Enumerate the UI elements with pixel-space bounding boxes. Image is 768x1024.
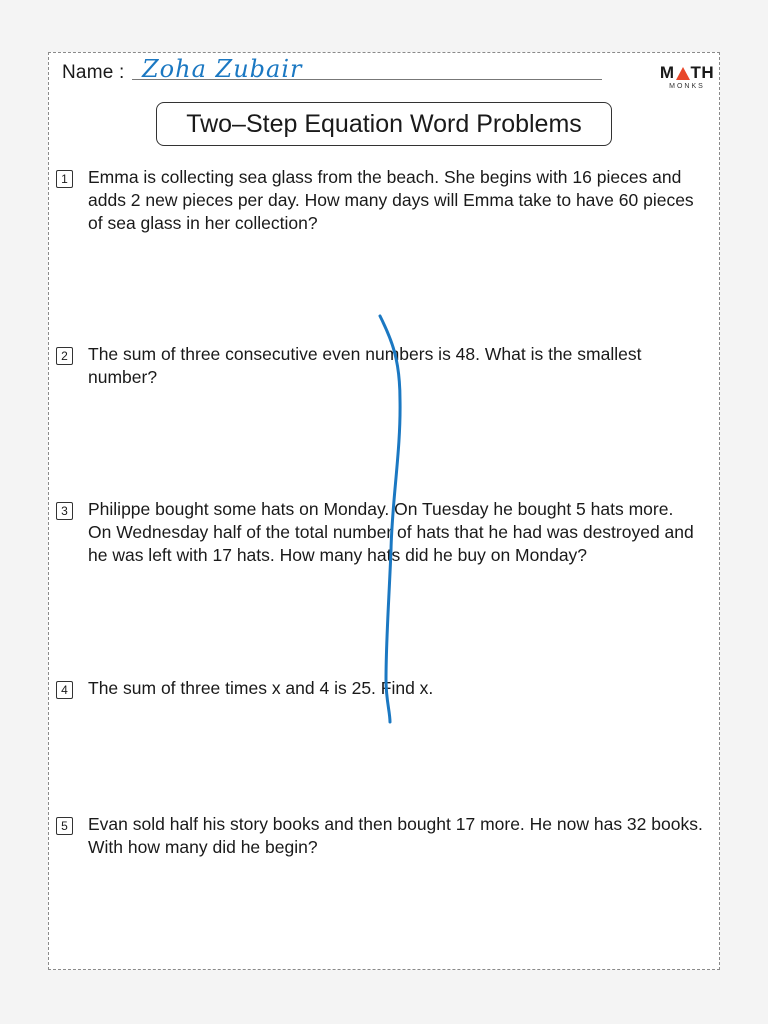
problem-text: The sum of three times x and 4 is 25. Find x.	[88, 678, 434, 698]
name-label: Name :	[62, 62, 125, 83]
name-handwriting: Zoha Zubair	[142, 55, 303, 83]
problem-text: The sum of three consecutive even numbers is 48. What is the smallest number?	[88, 344, 642, 387]
problem-number: 1	[56, 170, 73, 188]
logo-subtext: MONKS	[669, 83, 705, 90]
problem-3	[56, 498, 716, 567]
problem-5	[56, 813, 716, 859]
worksheet-title	[156, 102, 612, 146]
problem-text: Emma is collecting sea glass from the beach. She begins with 16 pieces and adds 2 new pieces per day. How many days will Emma take to have 60 pieces of sea glass in her collection?	[88, 167, 694, 233]
problem-number: 5	[56, 817, 73, 835]
problem-4	[56, 677, 716, 700]
problem-text: Evan sold half his story books and then bought 17 more. He now has 32 books. With how many did he begin?	[88, 814, 703, 857]
problem-number: 4	[56, 681, 73, 699]
problem-1	[56, 166, 716, 235]
logo-text-right: TH	[690, 63, 715, 82]
math-monks-logo	[656, 64, 718, 90]
problem-2	[56, 343, 716, 389]
problem-text: Philippe bought some hats on Monday. On Tuesday he bought 5 hats more. On Wednesday half of the total number of hats that he had was destroyed and he was left with 17 hats. How many hats did he buy on Monday?	[88, 499, 694, 565]
problem-number: 3	[56, 502, 73, 520]
triangle-icon	[676, 67, 690, 80]
problem-number: 2	[56, 347, 73, 365]
logo-text-left: M	[659, 63, 675, 82]
worksheet-title-text: Two–Step Equation Word Problems	[186, 109, 582, 138]
